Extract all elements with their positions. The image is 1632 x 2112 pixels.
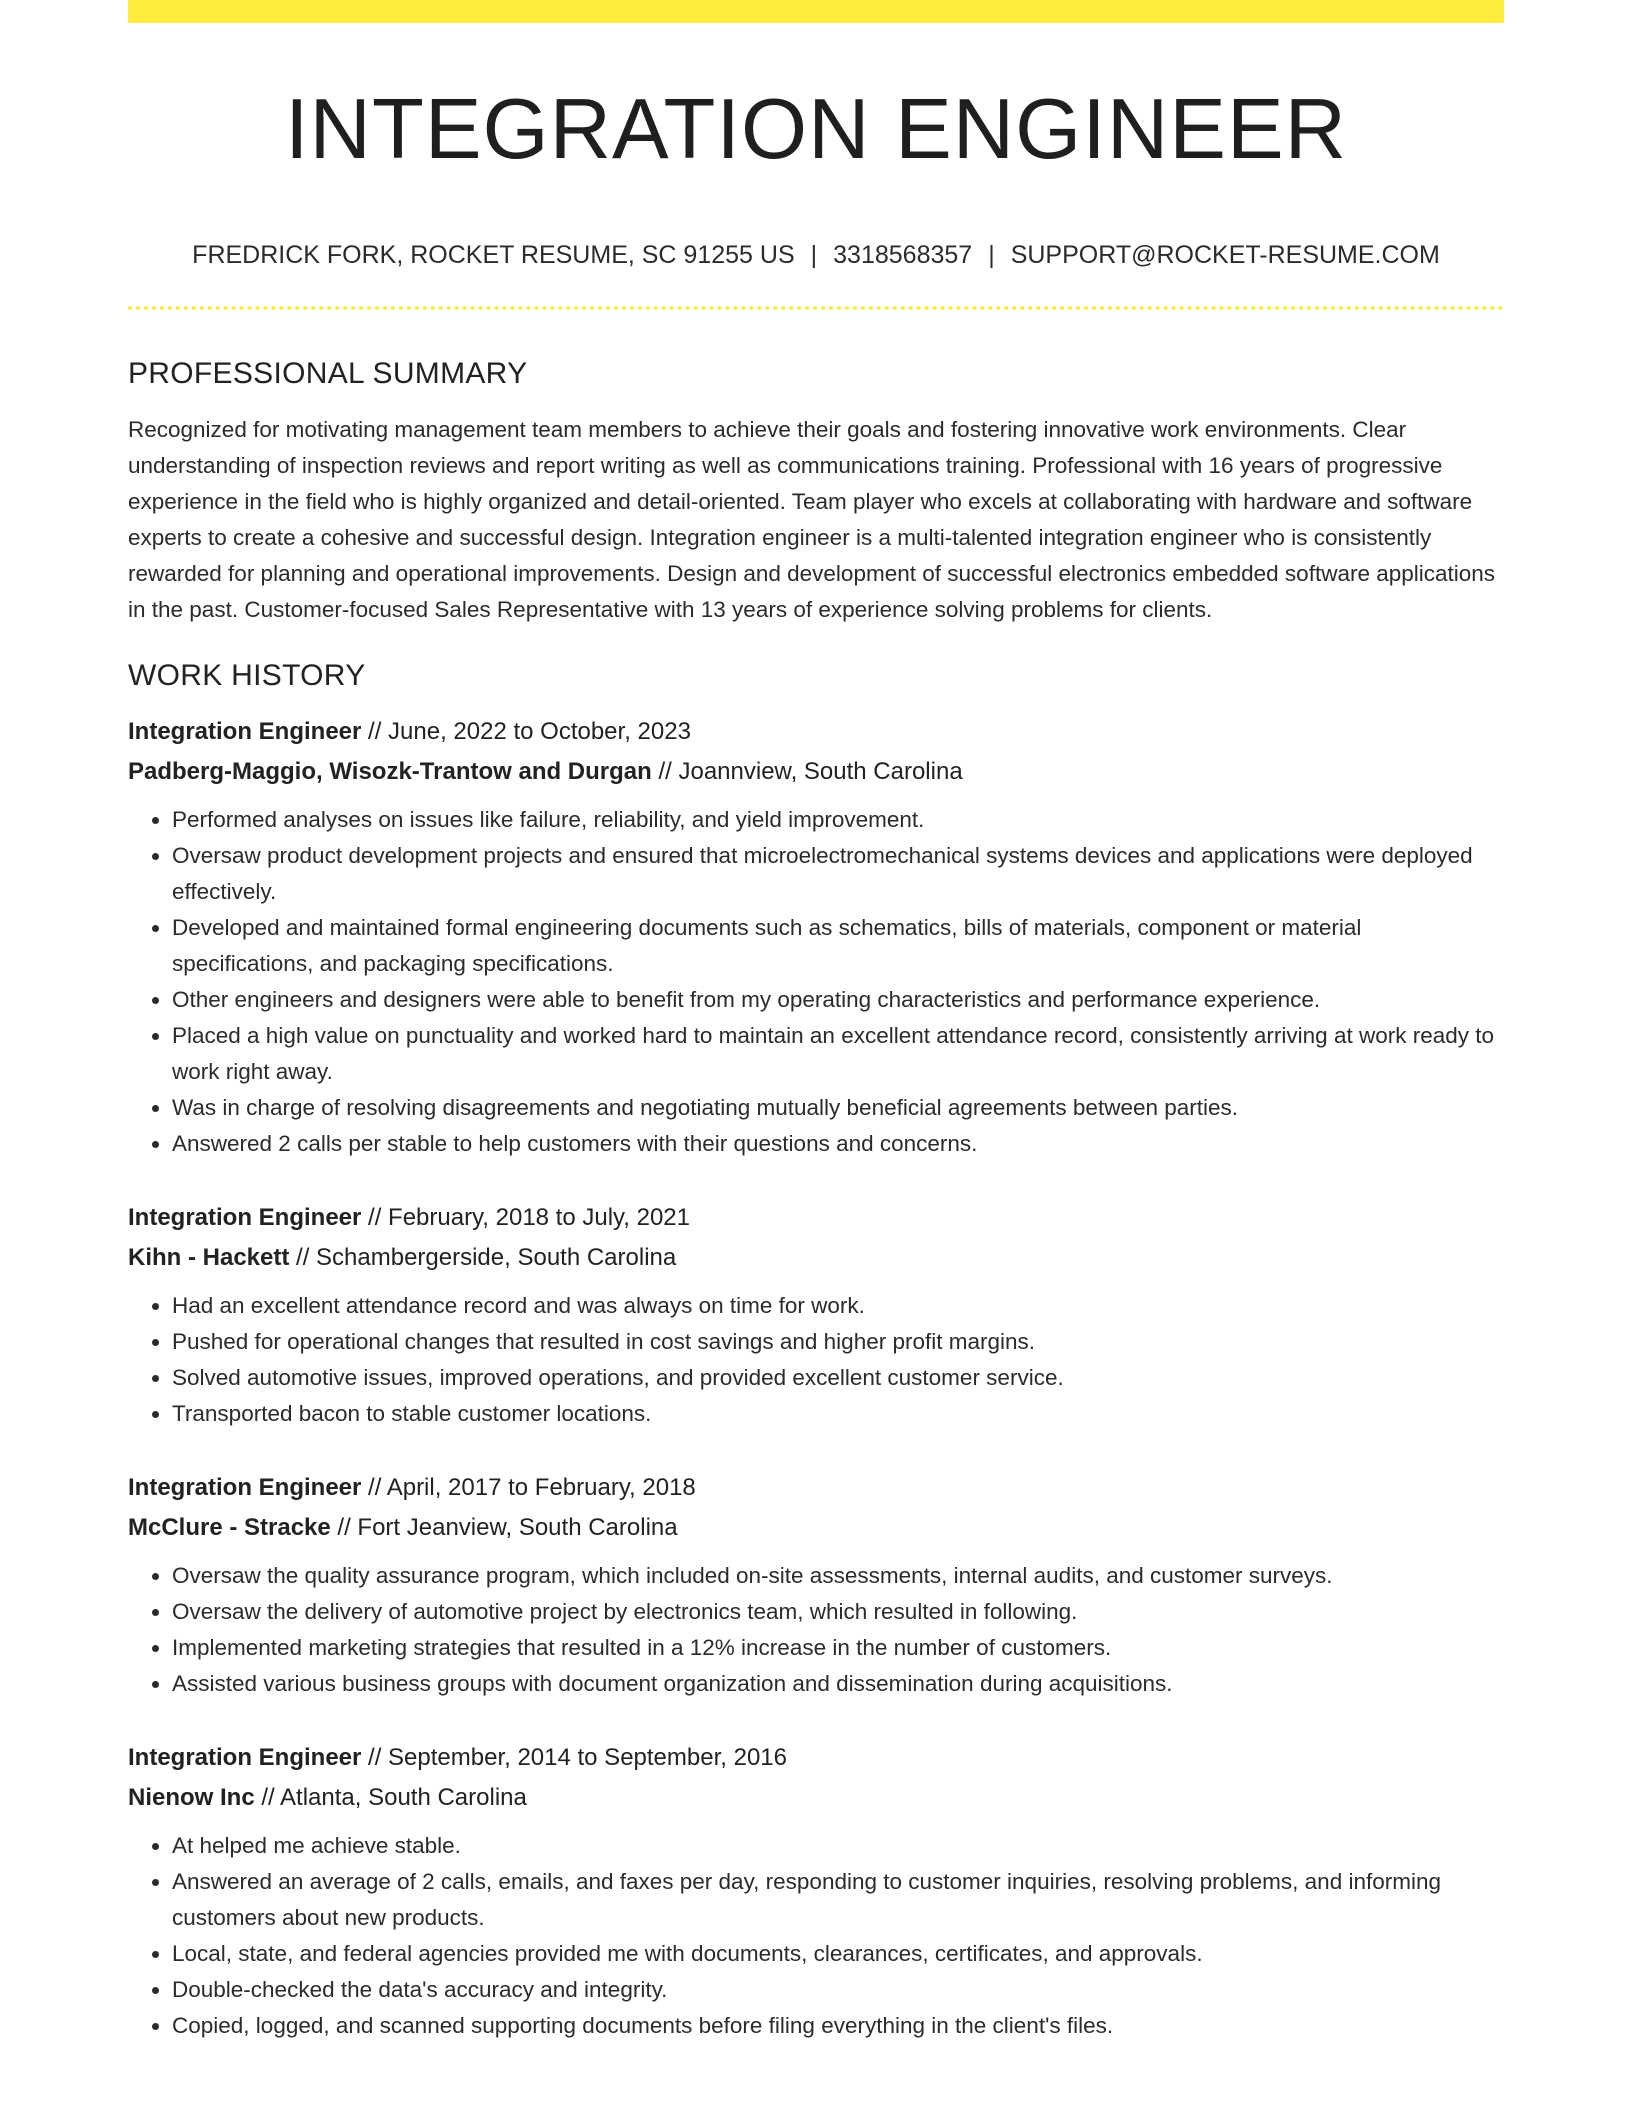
- contact-separator: |: [988, 241, 995, 269]
- work-history-section: [128, 654, 1504, 2044]
- job-bullet: • At helped me achieve stable.: [172, 1828, 1504, 1864]
- job-bullets: [128, 802, 1504, 1162]
- job-company-line: [128, 1238, 1504, 1278]
- job-title-line: [128, 1738, 1504, 1778]
- summary-text: Recognized for motivating management team members to achieve their goals and fostering innovative work environments. Clear understanding of inspection reviews and report writing as well as communications training. Professional with 16 years of progressive experience in the field who is highly organized and detail-oriented. Team player who excels at collaborating with hardware and software experts to create a cohesive and successful design. Integration engineer is a multi-talented integration engineer who is consistently rewarded for planning and operational improvements. Design and development of successful electronics embedded software applications in the past. Customer-focused Sales Representative with 13 years of experience solving problems for clients.: [128, 417, 1496, 622]
- job-bullet: • Answered an average of 2 calls, emails, and faxes per day, responding to customer inquiries, resolving problems, and informing customers about new products.: [172, 1864, 1504, 1936]
- job-title: Integration Engineer: [128, 1204, 362, 1231]
- dotted-divider: [128, 306, 1504, 310]
- contact-separator: |: [810, 241, 818, 269]
- job-title: Integration Engineer: [128, 1744, 362, 1771]
- job-bullet: • Double-checked the data's accuracy and integrity.: [172, 1972, 1504, 2008]
- job-bullet: • Oversaw product development projects and ensured that microelectromechanical systems devices and applications were deployed effectively.: [172, 838, 1504, 910]
- job-bullet: • Assisted various business groups with document organization and dissemination during acquisitions.: [172, 1666, 1504, 1702]
- job-company: Padberg-Maggio, Wisozk-Trantow and Durgan: [128, 758, 652, 785]
- summary-section: [128, 352, 1504, 628]
- job-title: Integration Engineer: [128, 718, 362, 745]
- job-bullet: • Performed analyses on issues like failure, reliability, and yield improvement.: [172, 802, 1504, 838]
- job-bullet: • Transported bacon to stable customer locations.: [172, 1396, 1504, 1432]
- job-title-line: [128, 1198, 1504, 1238]
- job-bullet: • Was in charge of resolving disagreements and negotiating mutually beneficial agreements between parties.: [172, 1090, 1504, 1126]
- job-title-line: [128, 1468, 1504, 1508]
- job-bullet: • Other engineers and designers were able to benefit from my operating characteristics and performance experience.: [172, 982, 1504, 1018]
- job-bullet: • Implemented marketing strategies that resulted in a 12% increase in the number of customers.: [172, 1630, 1504, 1666]
- job-location: // Joannview, South Carolina: [651, 758, 963, 785]
- work-history-heading: WORK HISTORY: [128, 659, 366, 692]
- job-title-line: [128, 712, 1504, 752]
- job-entry: [128, 1738, 1504, 2044]
- job-bullets: [128, 1288, 1504, 1432]
- job-company-line: [128, 1778, 1504, 1818]
- contact-email: SUPPORT@ROCKET-RESUME.COM: [1010, 241, 1440, 269]
- top-accent-bar: [128, 0, 1504, 23]
- contact-address: FREDRICK FORK, ROCKET RESUME, SC 91255 US: [192, 241, 795, 269]
- job-company-line: [128, 752, 1504, 792]
- job-dates: // February, 2018 to July, 2021: [361, 1204, 690, 1231]
- job-company: Kihn - Hackett: [128, 1244, 290, 1271]
- job-location: // Atlanta, South Carolina: [254, 1784, 527, 1811]
- resume-content: [128, 352, 1504, 2044]
- job-bullet: • Placed a high value on punctuality and worked hard to maintain an excellent attendance record, consistently arriving at work ready to work right away.: [172, 1018, 1504, 1090]
- job-bullet: • Solved automotive issues, improved operations, and provided excellent customer service.: [172, 1360, 1504, 1396]
- job-company: Nienow Inc: [128, 1784, 255, 1811]
- job-bullet: • Answered 2 calls per stable to help customers with their questions and concerns.: [172, 1126, 1504, 1162]
- job-bullet: • Developed and maintained formal engineering documents such as schematics, bills of materials, component or material specifications, and packaging specifications.: [172, 910, 1504, 982]
- jobs-list: [128, 712, 1504, 2044]
- job-location: // Fort Jeanview, South Carolina: [330, 1514, 678, 1541]
- job-entry: [128, 712, 1504, 1162]
- job-bullet: • Local, state, and federal agencies provided me with documents, clearances, certificates, and approvals.: [172, 1936, 1504, 1972]
- contact-phone: 3318568357: [833, 241, 973, 269]
- job-dates: // April, 2017 to February, 2018: [361, 1474, 696, 1501]
- job-bullet: • Pushed for operational changes that resulted in cost savings and higher profit margins.: [172, 1324, 1504, 1360]
- job-company: McClure - Stracke: [128, 1514, 331, 1541]
- job-bullets: [128, 1558, 1504, 1702]
- job-bullet: • Had an excellent attendance record and was always on time for work.: [172, 1288, 1504, 1324]
- job-dates: // June, 2022 to October, 2023: [361, 718, 691, 745]
- job-entry: [128, 1198, 1504, 1432]
- job-entry: [128, 1468, 1504, 1702]
- summary-heading: PROFESSIONAL SUMMARY: [128, 357, 528, 390]
- job-company-line: [128, 1508, 1504, 1548]
- contact-line: [128, 238, 1504, 272]
- job-dates: // September, 2014 to September, 2016: [361, 1744, 787, 1771]
- job-bullet: • Copied, logged, and scanned supporting documents before filing everything in the client's files.: [172, 2008, 1504, 2044]
- job-location: // Schambergerside, South Carolina: [289, 1244, 677, 1271]
- resume-title: INTEGRATION ENGINEER: [284, 82, 1348, 177]
- job-title: Integration Engineer: [128, 1474, 362, 1501]
- job-bullets: [128, 1828, 1504, 2044]
- job-bullet: • Oversaw the delivery of automotive project by electronics team, which resulted in following.: [172, 1594, 1504, 1630]
- job-bullet: • Oversaw the quality assurance program, which included on-site assessments, internal audits, and customer surveys.: [172, 1558, 1504, 1594]
